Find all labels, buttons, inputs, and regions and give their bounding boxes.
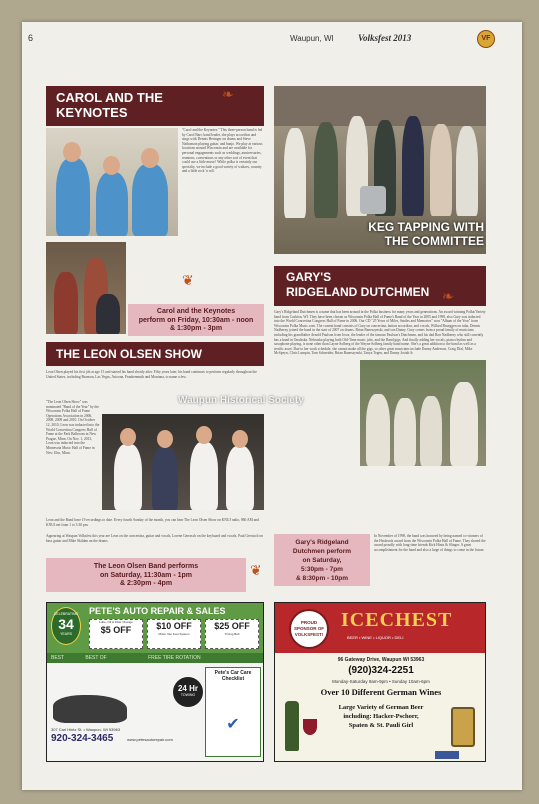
petes-title: PETE'S AUTO REPAIR & SALES	[89, 606, 226, 616]
carol-band-photo	[46, 128, 178, 236]
icechest-phone: (920)324-2251	[348, 665, 414, 676]
band-member-head	[120, 428, 136, 446]
autumn-leaf-icon: ❦	[182, 272, 194, 288]
gary-schedule-line4: 5:30pm - 7pm	[301, 566, 343, 573]
gary-band-photo	[360, 360, 486, 466]
leon-title: THE LEON OLSEN SHOW	[56, 347, 203, 361]
leon-schedule	[46, 558, 246, 592]
gary-schedule-line1: Gary's Ridgeland	[295, 539, 349, 546]
checklist-title: Pete's Car Care Checklist	[214, 670, 252, 682]
band-member	[96, 172, 128, 236]
offer-2-label: Motor Vac Fuel System	[158, 632, 190, 636]
wine-glass-icon	[303, 719, 317, 735]
leon-article-text-1: Leon Olsen played his first job at age 15 and started his band shortly after. Fifty years later, his band continues to perform regularly throughout the United States, including Branson, Las Vegas, Arizona, Frankenmuth and Montana, to name a few.	[46, 370, 257, 379]
band-member	[114, 444, 142, 510]
checkmark-icon: ✔	[226, 716, 240, 733]
carol-article-text: "Carol and the Keynotes." This three-person band is led by Carol Barr, band leader, she plays accordion and sings with Dennis Heringer on drums and Steve Nathanson playing guitar, and banjo. We play at various locations around Wisconsin and are available for personal engagements such as weddings, anniversaries, reunions, conventions or any other sort of event that could use a little music! While polka is certainly our specialty, we include a good variety of waltzes, country and a little rock 'n roll.	[182, 128, 263, 174]
watermark: Waupun Historical Society	[178, 395, 304, 406]
leon-article-text-2: "The Leon Olsen Show" was nominated "Band of the Year" by the Wisconsin Polka Hall of Fame Operations Association in 2006, 2008, 2009 and 2010. On October 12, 2010, Leon was inducted into the World Concertina Congress Hall of Fame at the Park Ballroom in New Prague, Minn. On Nov. 1, 2013, Leon was inducted into the Minnesota Music Hall of Fame in New Ulm, Minn.	[46, 400, 100, 455]
band-member	[152, 446, 178, 510]
strip-left: BEST	[51, 655, 64, 661]
icechest-wines: Over 10 Different German Wines	[320, 687, 442, 697]
committee-member	[314, 122, 338, 218]
carol-schedule-line2: perform on Friday, 10:30am - noon	[138, 316, 254, 324]
leon-schedule-line2: on Saturday, 11:30am - 1pm	[99, 571, 193, 579]
committee-member	[284, 128, 306, 218]
icechest-beer-line1: Large Variety of German Beer	[338, 704, 424, 711]
band-member	[96, 294, 120, 334]
icechest-ad	[274, 602, 486, 762]
leon-band-photo	[102, 414, 264, 510]
petes-address: 307 Carl Hintz St. • Waupun, WI 53963	[51, 727, 121, 732]
committee-member	[402, 116, 424, 216]
leon-article-text-3: Leon and the Band have 19 recordings to date. Every fourth Sunday of the month, you can hear The Leon Olsen Show on KNUJ radio, 860 AM and KNUJ.net from 1 to 3:30 pm.	[46, 518, 259, 527]
autumn-leaf-icon: ❧	[222, 86, 234, 102]
band-member	[56, 158, 90, 236]
band-member-head	[157, 430, 173, 448]
band-member-head	[141, 148, 159, 168]
band-member-head	[103, 156, 120, 175]
leon-schedule-line3: & 2:30pm - 4pm	[119, 580, 173, 587]
gary-article-text: Gary's Ridgeland Dutchmen is a name that has been around in the Polka business for many years and generations. An award winning Polka/Variety band from Cashton, WI. They have been chosen as Wisconsin Polka Hall of Fame's Band of the Year in 2005 and 1998, also Gary was inducted into the World Concertina Congress Hall of Fame in 2006. Our CD "25 Years of Miles, Smiles and Memories" won "Album of the Year" from Wisconsin Polka Music.com. The current band consists of Gary on concertina, button accordion, and vocals, Willard Brueggen on tuba, Dennis Nadberny joined the band in the start of 2007 on drums. Brian Baneszynski, and son Danny. Gary comes from a proud family of musicians including his grandfather Arnold Paulson from Iowa, the leader of the famous Paulson's Dutchmen, and his dad Ron Nadberny who still currently has a band in Onalaska. Nebraska playing both Old-Time music jobs, and the Band gigs. And finally adding her vocals, piano rhythm and saxophone playing, is none other than Layne Solberg of the Wayne Solberg family band name. She's a great addition to the band as well as a terrific asset. Due to her work schedule, she cannot make all the gigs, so other great musicians include Danny Anderson, Craig Dial, Mike McSpeyn, Chris Lumpin, Tom Schneider, Brian Baneszynski, Tanya Tegen, and Danny Josiah Jr.	[274, 310, 486, 356]
gary-schedule	[274, 534, 370, 586]
header-place: Waupun, WI	[290, 34, 334, 43]
petes-phone: 920-324-3465	[51, 733, 114, 744]
strip-mid: BEST OF	[85, 655, 107, 661]
facebook-icon	[435, 751, 459, 759]
gary-title-line2: RIDGELAND DUTCHMEN	[286, 285, 430, 299]
sponsor-badge	[289, 609, 329, 649]
gary-banner	[274, 266, 486, 306]
page-number: 6	[28, 33, 34, 43]
band-member	[394, 398, 416, 466]
gary-article-text-2: In November of 1998, the band was honored by being named co-winners of the Hasbrook award from the Wisconsin Polka Hall of Fame. They shared the award proudly with long-time friends Kirk Hintz & Slinger. A great accomplishment for the band and also a large of things to come in the future.	[374, 534, 486, 552]
classic-car-graphic	[53, 695, 127, 723]
page-header	[22, 30, 522, 48]
sponsor-line3: VOLKSFEST!	[294, 632, 324, 637]
gary-schedule-line2: Dutchmen perform	[292, 548, 352, 555]
keg-caption	[310, 220, 484, 248]
anniversary-bottom: YEARS	[60, 632, 72, 636]
band-member	[420, 396, 442, 466]
gary-schedule-line5: & 8:30pm - 10pm	[295, 575, 349, 582]
icechest-address: 96 Gateway Drive, Waupun WI 53963	[337, 657, 425, 663]
offer-3-value: $25 OFF	[214, 621, 250, 631]
carol-stage-photo	[46, 242, 126, 334]
icechest-sub: BEER • WINE • LIQUOR • DELI	[347, 635, 404, 640]
keg-caption-line2: THE COMMITTEE	[384, 234, 484, 248]
icechest-hours: Monday-Saturday 9am-9pm • Sunday 10am-6pm	[332, 679, 430, 684]
leon-banner	[46, 342, 264, 366]
anniversary-number: 34	[58, 616, 74, 632]
offer-3-label: Timing Belt	[224, 632, 240, 636]
wine-bottle-icon	[285, 701, 299, 751]
keg-caption-line1: KEG TAPPING WITH	[368, 220, 484, 234]
committee-member	[456, 126, 478, 216]
icechest-beer	[315, 703, 447, 730]
tow-sub: TOWING	[180, 693, 196, 697]
sponsor-line2: SPONSOR OF	[293, 626, 324, 631]
offer-1-label: Lube, Oil & Filter Change	[99, 620, 133, 624]
offer-coupon-3	[205, 619, 259, 649]
offer-coupon-2	[147, 619, 201, 649]
band-member	[450, 382, 478, 466]
band-member-head	[63, 142, 81, 162]
carol-title-line2: KEYNOTES	[56, 105, 128, 120]
anniversary-top: CELEBRATING	[53, 612, 79, 616]
committee-member	[430, 124, 452, 216]
sponsor-line1: PROUD	[300, 620, 318, 625]
carol-schedule-line3: & 1:30pm - 3pm	[169, 325, 223, 332]
keg-tapping-photo	[274, 86, 486, 254]
gary-title-line1: GARY'S	[286, 270, 332, 284]
strip-right: FREE TIRE ROTATION	[148, 655, 201, 661]
offer-2-value: $10 OFF	[156, 621, 192, 631]
keg	[360, 186, 386, 214]
carol-title-line1: CAROL AND THE	[56, 90, 163, 105]
autumn-leaf-icon: ❧	[442, 288, 454, 304]
autumn-leaf-icon: ❦	[250, 562, 262, 578]
checklist-box	[205, 667, 261, 757]
band-member	[54, 272, 78, 334]
tow-badge	[173, 677, 203, 707]
tow-label: 24 Hr	[177, 684, 198, 693]
icechest-beer-line2: including: Hacker-Pschorr,	[343, 713, 419, 720]
icechest-name: ICECHEST	[341, 609, 453, 631]
band-member	[366, 394, 390, 466]
band-member-head	[232, 430, 248, 448]
petes-auto-ad	[46, 602, 264, 762]
petes-strip	[47, 653, 264, 663]
offer-coupon-1	[89, 619, 143, 649]
band-member	[132, 164, 168, 236]
newspaper-page	[22, 22, 522, 790]
band-member	[226, 446, 254, 510]
header-festival: Volksfest 2013	[358, 33, 412, 43]
anniversary-badge	[51, 607, 81, 645]
band-member-head	[196, 426, 212, 444]
gary-schedule-line3: on Saturday,	[302, 557, 342, 564]
leon-article-text-4: Appearing at Waupun Volksfest this year are Leon on the concertina, guitar and vocals, Lorene Gerrasch on the keyboard and vocals, Paul Gerrasch on bass guitar and Mike Skildan on the drums.	[46, 534, 263, 543]
volksfest-logo-icon: VF	[477, 30, 495, 48]
icechest-beer-line3: Spaten & St. Pauli Girl	[348, 722, 414, 729]
beer-stein-icon	[451, 707, 475, 747]
carol-schedule	[128, 304, 264, 336]
carol-schedule-line1: Carol and the Keynotes	[156, 308, 236, 315]
band-member	[190, 442, 218, 510]
leon-schedule-line1: The Leon Olsen Band performs	[93, 563, 199, 570]
petes-website: www.petesautorepair.com	[127, 737, 173, 742]
offer-1-value: $5 OFF	[100, 625, 132, 635]
